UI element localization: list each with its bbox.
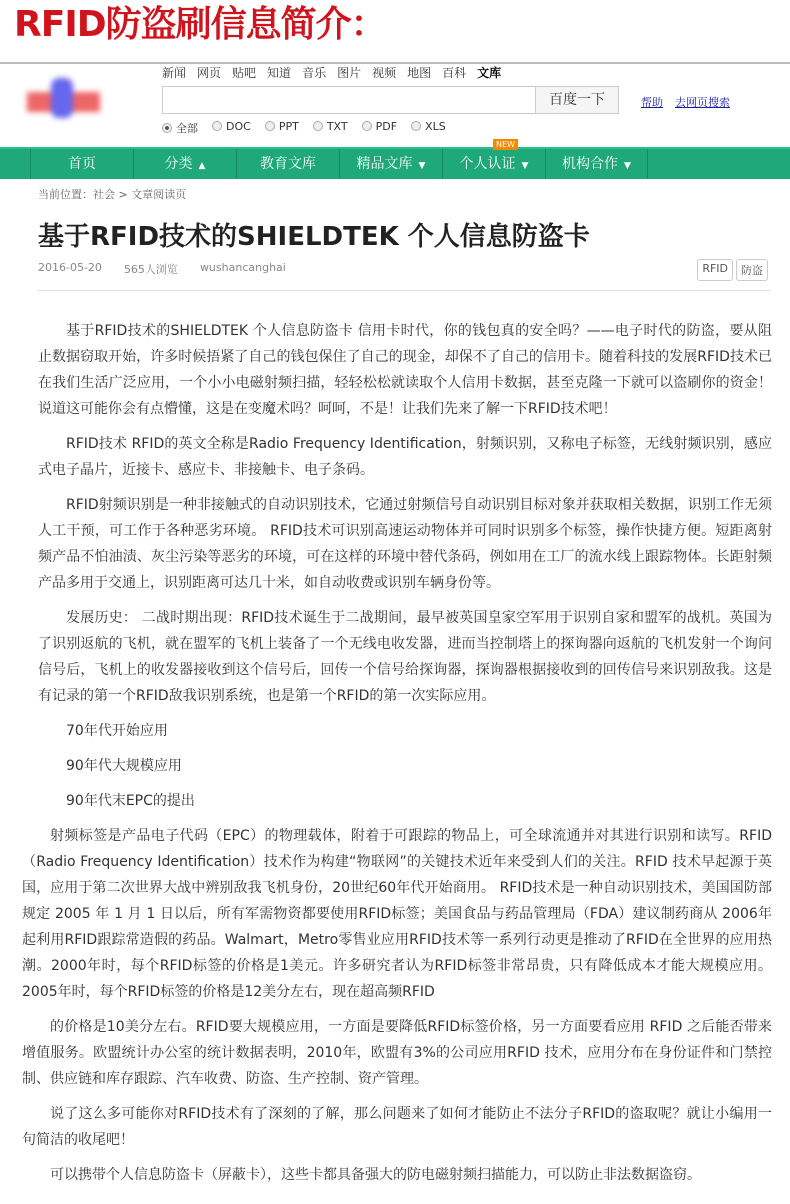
topnav-video[interactable]: 视频 bbox=[372, 66, 397, 80]
top-nav bbox=[162, 64, 501, 81]
breadcrumb: 当前位置：社会 > 文章阅读页 bbox=[38, 188, 187, 201]
topnav-music[interactable]: 音乐 bbox=[302, 66, 327, 80]
article-meta bbox=[38, 261, 286, 277]
help-link[interactable]: 帮助 bbox=[641, 96, 663, 109]
nav-personal-cert[interactable] bbox=[442, 140, 545, 179]
tag-antitheft[interactable]: 防盗 bbox=[736, 259, 768, 281]
nav-label: 个人认证 bbox=[459, 156, 516, 172]
header-links bbox=[641, 94, 730, 110]
radio-icon bbox=[411, 121, 421, 131]
topnav-images[interactable]: 图片 bbox=[337, 66, 362, 80]
article-tags bbox=[697, 259, 768, 281]
paragraph: 说了这么多可能你对RFID技术有了深刻的了解，那么问题来了如何才能防止不法分子RFID的盗取呢？就让小编用一句简洁的收尾吧！ bbox=[22, 1106, 772, 1148]
nav-premium[interactable] bbox=[339, 149, 442, 179]
nav-category[interactable] bbox=[133, 149, 236, 179]
web-search-link[interactable]: 去网页搜索 bbox=[675, 96, 730, 109]
radio-icon bbox=[265, 121, 275, 131]
radio-label: PDF bbox=[375, 120, 398, 133]
nav-label: 分类 bbox=[164, 156, 193, 172]
paragraph: 90年代大规模应用 bbox=[66, 758, 182, 774]
search-button[interactable]: 百度一下 bbox=[535, 86, 619, 114]
nav-label: 机构合作 bbox=[562, 156, 619, 172]
paragraph: 90年代末EPC的提出 bbox=[66, 793, 195, 809]
banner-title: RFID防盗刷信息简介： bbox=[14, 4, 386, 45]
paragraph: RFID技术 RFID的英文全称是Radio Frequency Identification，射频识别，又称电子标签，无线射频识别，感应式电子晶片，近接卡、感应卡、非接触卡、电子条码。 bbox=[38, 436, 772, 478]
radio-icon bbox=[212, 121, 222, 131]
topnav-baike[interactable]: 百科 bbox=[442, 66, 467, 80]
article-body bbox=[22, 318, 772, 1197]
radio-checked-icon bbox=[162, 123, 172, 133]
radio-pdf[interactable] bbox=[362, 120, 397, 136]
caret-down-icon: ▼ bbox=[418, 161, 426, 171]
header bbox=[0, 64, 790, 146]
nav-home[interactable] bbox=[30, 149, 133, 179]
article-title: 基于RFID技术的SHIELDTEK 个人信息防盗卡 bbox=[38, 222, 590, 252]
nav-label: 教育文库 bbox=[260, 156, 316, 172]
nav-label: 首页 bbox=[68, 156, 96, 172]
caret-down-icon: ▼ bbox=[521, 161, 529, 171]
divider bbox=[38, 290, 770, 291]
paragraph: 射频标签是产品电子代码（EPC）的物理载体，附着于可跟踪的物品上，可全球流通并对其进行识别和读写。RFID（Radio Frequency Identification）技术作为构建“物联网”的关键技术近年来受到人们的关注。RFID 技术早起源于英国，应用于第二次世界大战中辨别敌我飞机身份，20世纪60年代开始商用。 RFID技术是一种自动识别技术，美国国防部规定 2005 年 1 月 1 日以后，所有军需物资都要使用RFID标签；美国食品与药品管理局（FDA）建议制药商从 2006年起利用RFID跟踪常造假的药品。Walmart，Metro零售业应用RFID技术等一系列行动更是推动了RFID在全世界的应用热潮。2000年时，每个RFID标签的价格是1美元。许多研究者认为RFID标签非常昂贵，只有降低成本才能大规模应用。2005年时，每个RFID标签的价格是12美分左右，现在超高频RFID bbox=[22, 828, 772, 1000]
radio-icon bbox=[313, 121, 323, 131]
paragraph: 发展历史： 二战时期出现：RFID技术诞生于二战期间，最早被英国皇家空军用于识别自家和盟军的战机。英国为了识别返航的飞机，就在盟军的飞机上装备了一个无线电收发器，进而当控制塔上的探询器向返航的飞机发射一个询问信号后，飞机上的收发器接收到这个信号后，回传一个信号给探询器，探询器根据接收到的回传信号来识别敌我。这是有记录的第一个RFID敌我识别系统，也是第一个RFID的第一次实际应用。 bbox=[38, 610, 772, 704]
filetype-radios bbox=[162, 120, 446, 136]
baidu-wenku-logo[interactable] bbox=[27, 78, 100, 120]
nav-education[interactable] bbox=[236, 149, 339, 179]
topnav-web[interactable]: 网页 bbox=[197, 66, 222, 80]
radio-all[interactable] bbox=[162, 120, 198, 136]
radio-icon bbox=[362, 121, 372, 131]
radio-label: TXT bbox=[326, 120, 348, 133]
topnav-wenku[interactable]: 文库 bbox=[477, 66, 502, 80]
nav-institution[interactable] bbox=[545, 149, 648, 179]
article-date: 2016-05-20 bbox=[38, 261, 102, 274]
radio-ppt[interactable] bbox=[265, 120, 299, 136]
caret-down-icon: ▼ bbox=[624, 161, 631, 171]
topnav-map[interactable]: 地图 bbox=[407, 66, 432, 80]
paragraph: 的价格是10美分左右。RFID要大规模应用，一方面是要降低RFID标签价格，另一方面要看应用 RFID 之后能否带来增值服务。欧盟统计办公室的统计数据表明，2010年，欧盟有3%的公司应用RFID 技术，应用分布在身份证件和门禁控制、供应链和库存跟踪、汽车收费、防盗、生产控制、资产管理。 bbox=[22, 1019, 772, 1087]
article-author[interactable]: wushancanghai bbox=[199, 261, 286, 274]
topnav-zhidao[interactable]: 知道 bbox=[267, 66, 292, 80]
topnav-news[interactable]: 新闻 bbox=[162, 66, 187, 80]
search-input[interactable] bbox=[162, 86, 536, 114]
paragraph: RFID射频识别是一种非接触式的自动识别技术，它通过射频信号自动识别目标对象并获取相关数据，识别工作无须人工干预，可工作于各种恶劣环境。 RFID技术可识别高速运动物体并可同时识别多个标签，操作快捷方便。短距离射频产品不怕油渍、灰尘污染等恶劣的环境，可在这样的环境中替代条码，例如用在工厂的流水线上跟踪物体。长距射频产品多用于交通上，识别距离可达几十米，如自动收费或识别车辆身份等。 bbox=[38, 497, 772, 591]
radio-xls[interactable] bbox=[411, 120, 446, 136]
radio-label: XLS bbox=[425, 120, 446, 133]
main-nav bbox=[0, 140, 790, 179]
caret-up-icon: ▲ bbox=[198, 161, 206, 171]
page-banner bbox=[0, 0, 790, 64]
paragraph: 基于RFID技术的SHIELDTEK 个人信息防盗卡 信用卡时代，你的钱包真的安全吗？——电子时代的防盗，要从阻止数据窃取开始，许多时候捂紧了自己的钱包保住了自己的现金，却保不了自己的信用卡。随着科技的发展RFID技术已在我们生活广泛应用，一个小小电磁射频扫描，轻轻松松就读取个人信用卡数据，甚至克隆一下就可以盗刷你的资金！说道这可能你会有点懵懂，这是在变魔术吗？呵呵，不是！让我们先来了解一下RFID技术吧！ bbox=[38, 323, 772, 417]
topnav-tieba[interactable]: 贴吧 bbox=[232, 66, 257, 80]
radio-txt[interactable] bbox=[313, 120, 348, 136]
tag-rfid[interactable]: RFID bbox=[697, 259, 733, 281]
radio-doc[interactable] bbox=[212, 120, 251, 136]
new-badge: NEW bbox=[493, 139, 518, 150]
paragraph: 70年代开始应用 bbox=[66, 723, 168, 739]
nav-label: 精品文库 bbox=[356, 156, 413, 172]
paragraph: 可以携带个人信息防盗卡（屏蔽卡），这些卡都具备强大的防电磁射频扫描能力，可以防止非法数据盗窃。 bbox=[50, 1167, 701, 1183]
radio-label: PPT bbox=[278, 120, 299, 133]
article-views: 565人浏览 bbox=[123, 263, 178, 276]
radio-label: 全部 bbox=[176, 122, 198, 135]
radio-label: DOC bbox=[226, 120, 251, 133]
